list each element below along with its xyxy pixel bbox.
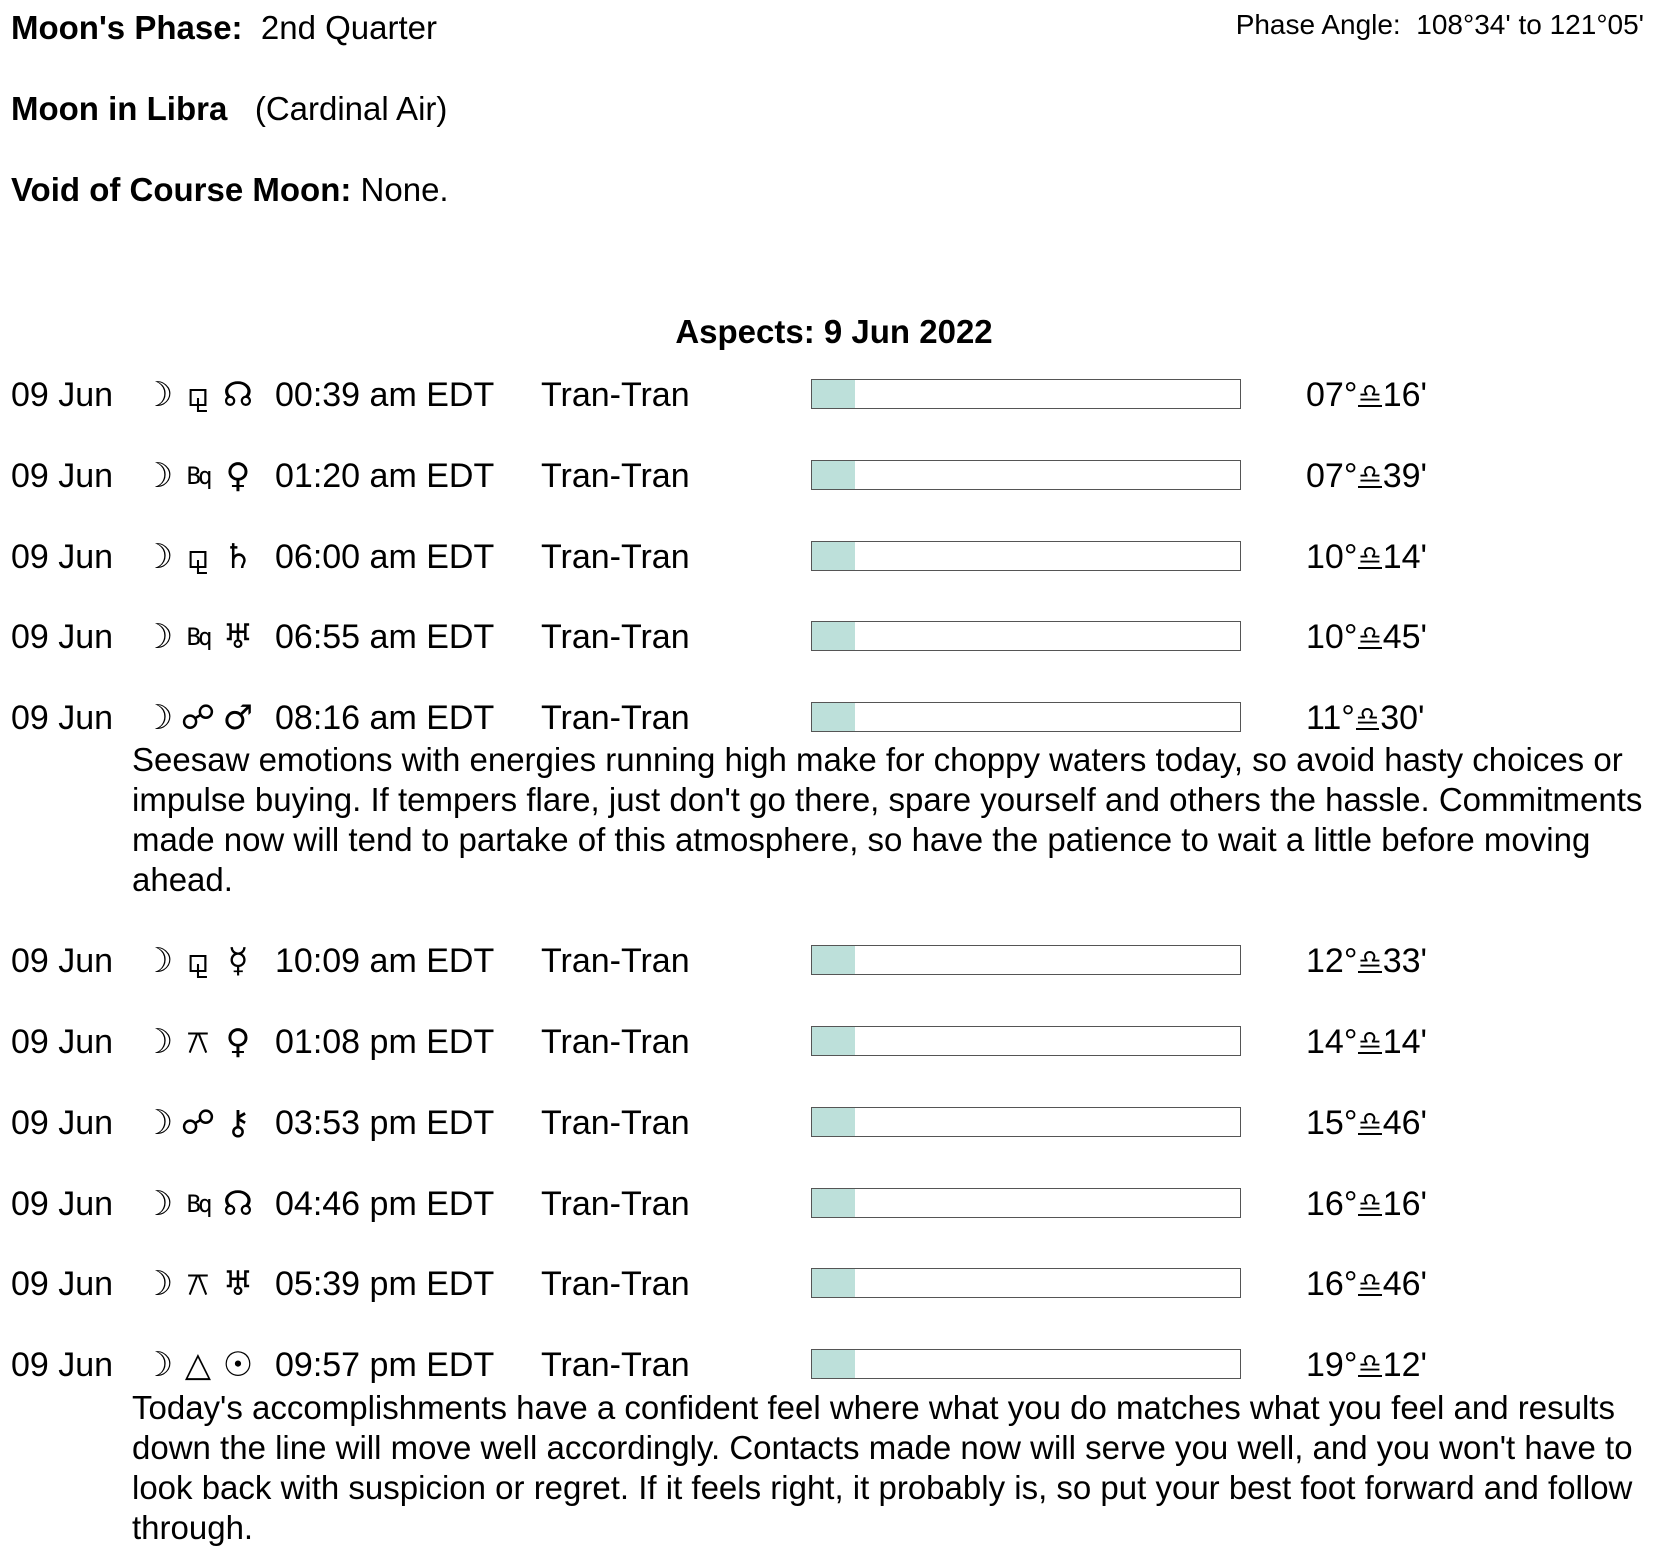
strength-bar-fill [812,703,855,731]
aspect-time: 01:08 pm EDT [275,1023,495,1061]
aspect-type: Tran-Tran [541,457,690,495]
libra-icon: ♎ [1358,1268,1382,1298]
quincunx-icon: ⚻ [186,1022,210,1062]
aspect-row [0,454,1668,498]
position-minute: 30' [1380,699,1425,737]
moon-icon: ☽ [142,1264,174,1304]
aspect-time: 06:00 am EDT [275,538,495,576]
biquintile-icon: Bq [186,462,210,490]
biquintile-icon: Bq [186,623,210,651]
moon-sign-label: Moon in Libra [11,90,228,127]
mars-icon: ♂ [222,698,254,738]
aspect-type: Tran-Tran [541,376,690,414]
aspect-row [0,1101,1668,1145]
position-minute: 12' [1382,1346,1428,1384]
position-minute: 46' [1382,1265,1428,1303]
strength-bar [811,945,1241,975]
uranus-icon: ♅ [222,617,254,657]
moon-icon: ☽ [142,1184,174,1224]
aspect-row [0,1020,1668,1064]
aspect-row [0,1262,1668,1306]
sesquiquadrate-icon: ⚼ [186,537,210,577]
aspect-time: 04:46 pm EDT [275,1185,495,1223]
strength-bar-fill [812,1189,855,1217]
moon-icon: ☽ [142,1345,174,1385]
moon-position [1306,1182,1427,1226]
aspect-date: 09 Jun [11,618,114,656]
position-minute: 16' [1382,376,1428,414]
position-degree: 07° [1306,376,1358,414]
venus-icon: ♀ [225,1022,251,1062]
strength-bar-fill [812,380,855,408]
strength-bar [811,702,1241,732]
moon-phase-label: Moon's Phase: [11,9,243,46]
aspect-row [0,1343,1668,1387]
libra-icon: ♎ [1358,1188,1382,1218]
aspect-type: Tran-Tran [541,1265,690,1303]
moon-sign [11,89,447,129]
aspect-time: 00:39 am EDT [275,376,495,414]
moon-position [1306,535,1427,579]
chiron-icon: ⚷ [225,1103,251,1143]
position-minute: 33' [1382,942,1428,980]
phase-angle-label: Phase Angle: [1235,9,1401,40]
opposition-icon: ☍ [180,698,216,738]
libra-icon: ♎ [1358,460,1382,490]
void-of-course-label: Void of Course Moon: [11,171,352,208]
libra-icon: ♎ [1355,702,1380,732]
moon-icon: ☽ [142,617,174,657]
position-minute: 45' [1382,618,1428,656]
moon-icon: ☽ [142,456,174,496]
aspect-interpretation: Seesaw emotions with energies running high make for choppy waters today, so avoid hasty choices or impulse buying. If tempers flare, just don't go there, spare yourself and others the hassle. Commitments made now will tend to partake of this atmosphere, so have the patience to wait a little before moving ahead. [132,741,1643,898]
aspect-time: 06:55 am EDT [275,618,495,656]
position-degree: 16° [1306,1265,1358,1303]
sesquiquadrate-icon: ⚼ [186,375,210,415]
strength-bar [811,460,1241,490]
aspect-date: 09 Jun [11,457,114,495]
trine-icon: △ [184,1345,212,1385]
void-of-course-value: None. [360,171,449,208]
strength-bar [811,1188,1241,1218]
aspect-type: Tran-Tran [541,538,690,576]
moon-position [1306,373,1427,417]
moon-position [1306,1020,1427,1064]
strength-bar-fill [812,461,855,489]
aspect-date: 09 Jun [11,376,114,414]
aspect-time: 03:53 pm EDT [275,1104,495,1142]
aspect-date: 09 Jun [11,1265,114,1303]
moon-phase-value: 2nd Quarter [260,9,438,46]
aspects-title: Aspects: 9 Jun 2022 [675,313,993,350]
aspect-interpretation: Today's accomplishments have a confident feel where what you do matches what you feel and results down the line will move well accordingly. Contacts made now will serve you well, and you won't have to look back with suspicion or regret. If it feels right, it probably is, so put your best foot forward and follow through. [132,1389,1633,1546]
moon-position [1306,696,1425,740]
libra-icon: ♎ [1358,1349,1382,1379]
moon-icon: ☽ [142,698,174,738]
aspect-date: 09 Jun [11,1104,114,1142]
aspect-row [0,615,1668,659]
aspect-date: 09 Jun [11,942,114,980]
moon-sign-quality: (Cardinal Air) [254,90,448,127]
position-minute: 46' [1382,1104,1428,1142]
libra-icon: ♎ [1358,379,1382,409]
aspect-time: 09:57 pm EDT [275,1346,495,1384]
mercury-icon: ☿ [227,941,249,981]
libra-icon: ♎ [1358,1026,1382,1056]
position-minute: 14' [1382,1023,1428,1061]
moon-position [1306,1101,1427,1145]
libra-icon: ♎ [1358,945,1382,975]
strength-bar [811,1026,1241,1056]
sun-icon: ☉ [222,1345,254,1385]
position-degree: 12° [1306,942,1358,980]
libra-icon: ♎ [1358,1107,1382,1137]
aspect-time: 08:16 am EDT [275,699,495,737]
aspect-type: Tran-Tran [541,1185,690,1223]
moon-icon: ☽ [142,537,174,577]
moon-position [1306,615,1427,659]
moon-position [1306,939,1427,983]
venus-icon: ♀ [225,456,251,496]
strength-bar [811,541,1241,571]
aspect-type: Tran-Tran [541,1346,690,1384]
aspect-date: 09 Jun [11,1023,114,1061]
aspect-type: Tran-Tran [541,942,690,980]
sesquiquadrate-icon: ⚼ [186,941,210,981]
strength-bar-fill [812,1027,855,1055]
moon-position [1306,1343,1427,1387]
moon-position [1306,454,1427,498]
strength-bar-fill [812,946,855,974]
position-degree: 19° [1306,1346,1358,1384]
position-degree: 10° [1306,618,1358,656]
moon-icon: ☽ [142,941,174,981]
strength-bar [811,1107,1241,1137]
strength-bar-fill [812,1269,855,1297]
aspect-date: 09 Jun [11,538,114,576]
aspect-time: 10:09 am EDT [275,942,495,980]
aspect-row [0,535,1668,579]
aspect-date: 09 Jun [11,699,114,737]
aspect-row [0,939,1668,983]
aspect-row [0,373,1668,417]
aspect-row [0,696,1668,740]
position-degree: 11° [1306,699,1355,737]
moon-icon: ☽ [142,1022,174,1062]
north-node-icon: ☊ [222,1184,254,1224]
strength-bar [811,621,1241,651]
opposition-icon: ☍ [180,1103,216,1143]
moon-icon: ☽ [142,375,174,415]
position-minute: 39' [1382,457,1428,495]
biquintile-icon: Bq [186,1190,210,1218]
aspect-date: 09 Jun [11,1185,114,1223]
phase-angle-value: 108°34' to 121°05' [1416,9,1644,40]
north-node-icon: ☊ [222,375,254,415]
aspect-date: 09 Jun [11,1346,114,1384]
quincunx-icon: ⚻ [186,1264,210,1304]
position-minute: 16' [1382,1185,1428,1223]
aspect-type: Tran-Tran [541,1023,690,1061]
aspect-type: Tran-Tran [541,699,690,737]
strength-bar-fill [812,542,855,570]
strength-bar-fill [812,622,855,650]
saturn-icon: ♄ [222,537,254,577]
position-degree: 16° [1306,1185,1358,1223]
strength-bar [811,379,1241,409]
position-degree: 10° [1306,538,1358,576]
moon-phase [11,8,437,48]
uranus-icon: ♅ [222,1264,254,1304]
aspect-time: 05:39 pm EDT [275,1265,495,1303]
moon-icon: ☽ [142,1103,174,1143]
void-of-course [11,170,449,210]
strength-bar-fill [812,1108,855,1136]
strength-bar-fill [812,1350,855,1378]
position-degree: 15° [1306,1104,1358,1142]
position-degree: 07° [1306,457,1358,495]
aspect-type: Tran-Tran [541,618,690,656]
strength-bar [811,1268,1241,1298]
libra-icon: ♎ [1358,621,1382,651]
moon-position [1306,1262,1427,1306]
libra-icon: ♎ [1358,541,1382,571]
position-degree: 14° [1306,1023,1358,1061]
phase-angle [1236,6,1644,44]
aspect-type: Tran-Tran [541,1104,690,1142]
position-minute: 14' [1382,538,1428,576]
strength-bar [811,1349,1241,1379]
aspect-row [0,1182,1668,1226]
aspect-time: 01:20 am EDT [275,457,495,495]
